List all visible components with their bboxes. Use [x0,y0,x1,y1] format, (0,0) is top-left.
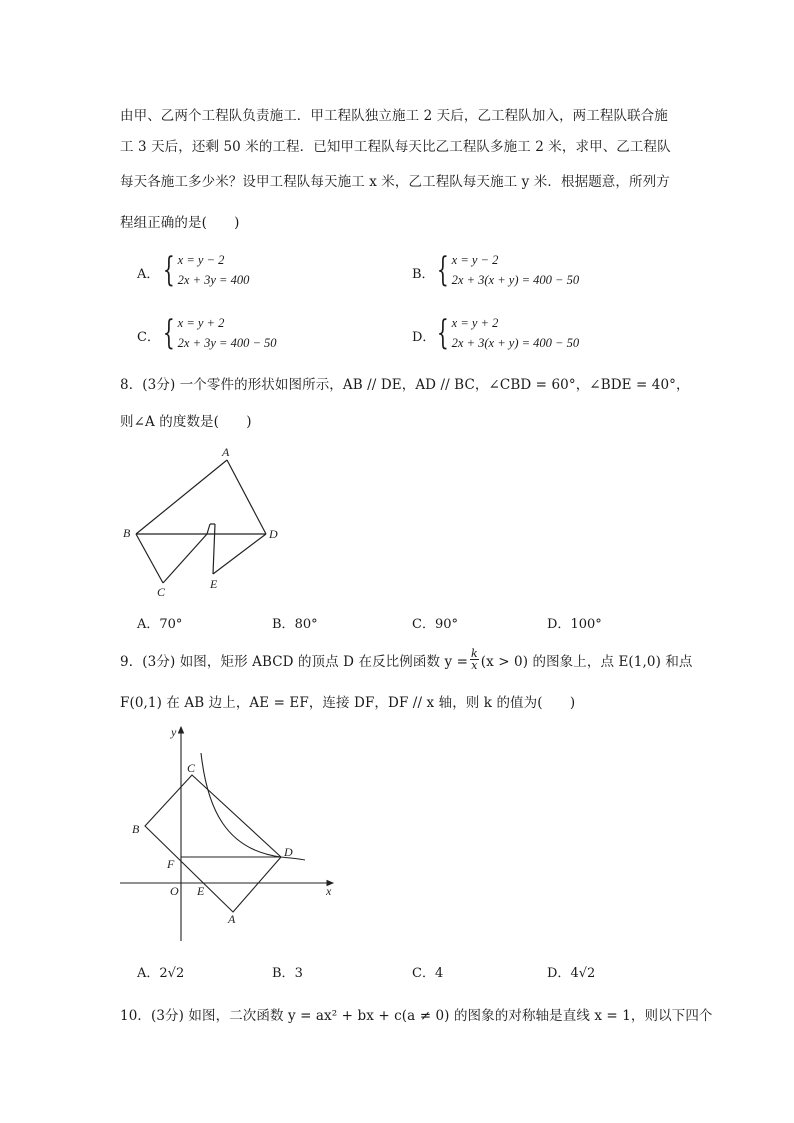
brace-icon: { [162,250,175,290]
q8-option-b-label: B． [272,617,295,632]
q8-option-b-value: 80° [294,617,318,632]
q7-option-a-eq2: 2x + 3y = 400 [177,273,250,287]
q9-label-a: A [228,912,236,926]
q7-option-a-label[interactable]: A． [137,267,160,282]
q7-option-a-system[interactable] [158,250,249,290]
q8-option-c-label: C． [412,617,435,632]
q7-option-c-label[interactable]: C． [137,330,160,345]
q9-hyperbola-curve [201,753,305,860]
q9-option-d-label: D． [547,966,571,981]
q8-label-d: D [269,527,278,541]
q9-text-line-1 [120,648,693,671]
q9-label-x: x [326,884,332,898]
q7-option-c-system[interactable] [158,313,277,353]
q9-option-a-label: A． [137,966,160,981]
q8-segment-notch-e [213,524,215,574]
q9-option-c-value: 4 [434,966,444,981]
q8-text-line-1: 8．(3分) 一个零件的形状如图所示，AB // DE，AD // BC，∠CBD = 60°，∠BDE = 40°， [120,377,690,393]
brace-icon: { [162,313,175,353]
q9-option-d[interactable] [547,962,595,981]
q8-option-b[interactable] [272,613,318,632]
q9-option-b-label: B． [272,966,295,981]
q9-option-b[interactable] [272,962,303,981]
q9-text-line-2: F(0,1) 在 AB 边上，AE = EF，连接 DF，DF // x 轴，则 k 的值为( ) [120,695,576,711]
q9-text-line-1a: 9．(3分) 如图，矩形 ABCD 的顶点 D 在反比例函数 y = [120,653,468,670]
q8-label-b: B [123,526,131,540]
q7-option-b-system[interactable] [432,250,579,290]
q8-option-a-value: 70° [159,617,183,632]
q8-label-c: C [157,585,166,599]
q9-label-e: E [197,884,205,898]
q7-option-b-eq2: 2x + 3(x + y) = 400 − 50 [451,273,580,287]
q8-segment-bc [136,534,163,583]
q8-figure [110,440,310,610]
q9-option-d-value: 4√2 [570,966,596,981]
q8-segment-ab [136,460,227,534]
q9-option-c-label: C． [412,966,435,981]
q9-option-c[interactable] [412,962,443,981]
q8-segment-c-notch [163,534,207,583]
q8-option-c[interactable] [412,613,458,632]
q9-label-f: F [167,857,175,871]
q9-option-a[interactable] [137,962,184,981]
q8-option-d-value: 100° [570,617,602,632]
q8-option-d[interactable] [547,613,602,632]
q9-option-b-value: 3 [294,966,303,981]
brace-icon: { [436,250,449,290]
q9-option-a-value: 2√2 [159,966,185,981]
q7-option-b-label[interactable]: B． [412,267,435,282]
q8-option-d-label: D． [547,617,571,632]
q9-fraction [470,648,479,671]
q9-text-line-1b: (x > 0) 的图象上，点 E(1,0) 和点 [480,653,693,670]
q8-label-e: E [210,577,218,591]
q10-text-line-1: 10．(3分) 如图，二次函数 y = ax² + bx + c(a ≠ 0) 的图象的对称轴是直线 x = 1，则以下四个 [120,1008,713,1024]
q9-figure [115,722,345,947]
q8-segment-ed [213,534,266,574]
q8-option-a[interactable] [137,613,182,632]
q7-text-line-2: 工 3 天后，还剩 50 米的工程．已知甲工程队每天比乙工程队多施工 2 米，求甲、乙工程队 [120,139,671,155]
brace-icon: { [436,313,449,353]
q7-option-d-system[interactable] [432,313,579,353]
q8-segment-notch-left [207,524,210,534]
q9-rectangle-abcd [145,775,281,912]
q8-label-a: A [222,445,230,459]
q7-option-b-eq1: x = y − 2 [451,253,499,267]
q9-fraction-numerator: k [471,647,478,660]
q8-text-line-2: 则∠A 的度数是( ) [120,414,252,430]
q9-label-o: O [170,884,179,898]
q7-option-d-eq1: x = y + 2 [451,316,499,330]
q7-text-line-1: 由甲、乙两个工程队负责施工．甲工程队独立施工 2 天后，乙工程队加入，两工程队联合施 [120,108,668,124]
q7-option-a-eq1: x = y − 2 [177,253,225,267]
q9-label-c: C [187,761,196,775]
q9-label-y: y [171,725,177,739]
q9-label-b: B [132,822,140,836]
q7-text-line-3: 每天各施工多少米？设甲工程队每天施工 x 米，乙工程队每天施工 y 米．根据题意，所列方 [120,174,670,190]
q8-option-a-label: A． [137,617,160,632]
q7-option-c-eq2: 2x + 3y = 400 − 50 [177,336,277,350]
q9-fraction-denominator: x [471,659,478,672]
q8-option-c-value: 90° [434,617,458,632]
q7-text-line-4: 程组正确的是( ) [120,215,240,231]
q7-option-d-eq2: 2x + 3(x + y) = 400 − 50 [451,336,580,350]
q7-option-c-eq1: x = y + 2 [177,316,225,330]
q8-segment-ad [227,460,266,534]
q7-option-d-label[interactable]: D． [412,330,436,345]
q9-label-d: D [284,845,293,859]
